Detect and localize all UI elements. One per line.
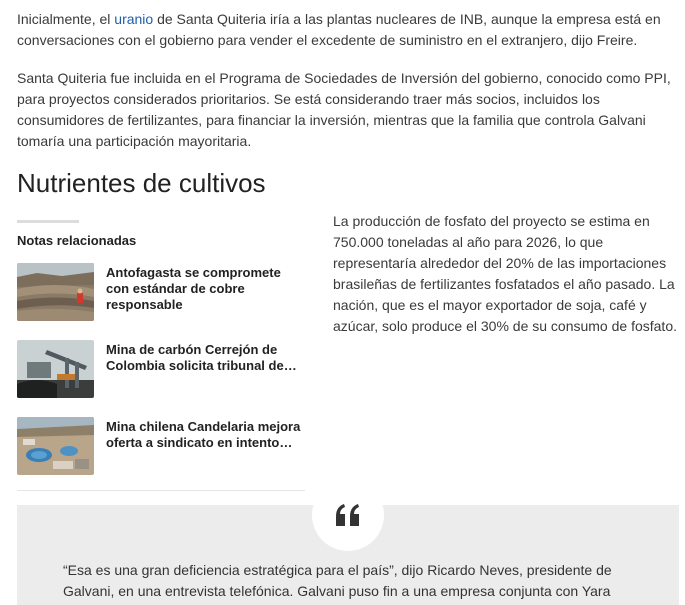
quote-text: “Esa es una gran deficiencia estratégica para el país”, dijo Ricardo Neves, presidente de Galvani, en una entrevista telefónica. Galvani puso fin a una empresa conjunta con Yara <box>63 562 612 599</box>
related-notes <box>17 220 305 491</box>
p1-text-start: Inicialmente, el <box>17 11 115 27</box>
p1-text-end: de Santa Quiteria iría a las plantas nucleares de INB, aunque la empresa está en conversaciones con el gobierno para vender el excedente de suministro en el extranjero, dijo Freire. <box>17 11 661 48</box>
mine-plant-aerial-thumbnail[interactable] <box>17 417 94 475</box>
section-heading: Nutrientes de cultivos <box>17 168 266 198</box>
phosphate-paragraph: La producción de fosfato del proyecto se estima en 750.000 toneladas al año para 2026, lo que representaría alrededor del 20% de las importaciones brasileñas de fertilizantes fosfatados el año pasado. La nación, que es el mayor exportador de soja, café y azúcar, solo produce el 30% de su consumo de fosfato. <box>333 213 677 334</box>
related-bottom-divider <box>17 490 305 491</box>
paragraph-ppi: Santa Quiteria fue incluida en el Programa de Sociedades de Inversión del gobierno, conocido como PPI, para proyectos considerados prioritarios. Se está considerando traer más socios, incluidos los consumidores de fertilizantes, para financiar la inversión, mientras que la familia que controla Galvani tomaría una participación mayoritaria. <box>17 70 671 149</box>
quote-badge <box>312 479 384 551</box>
related-notes-title: Notas relacionadas <box>17 233 137 248</box>
related-note-antofagasta[interactable] <box>17 263 305 340</box>
quote-icon <box>334 504 362 526</box>
related-note-candelaria[interactable] <box>17 417 305 494</box>
open-pit-mine-thumbnail[interactable] <box>17 263 94 321</box>
related-note-cerrejon[interactable] <box>17 340 305 417</box>
coal-loader-thumbnail[interactable] <box>17 340 94 398</box>
related-note-label[interactable]: Mina de carbón Cerrejón de Colombia solicita tribunal de… <box>106 342 297 373</box>
related-note-label[interactable]: Antofagasta se compromete con estándar de cobre responsable <box>106 265 281 312</box>
related-note-label[interactable]: Mina chilena Candelaria mejora oferta a sindicato en intento… <box>106 419 301 450</box>
related-divider <box>17 220 79 223</box>
pull-quote <box>17 505 679 605</box>
uranio-link[interactable]: uranio <box>114 11 154 27</box>
paragraph-uranio <box>17 9 677 51</box>
